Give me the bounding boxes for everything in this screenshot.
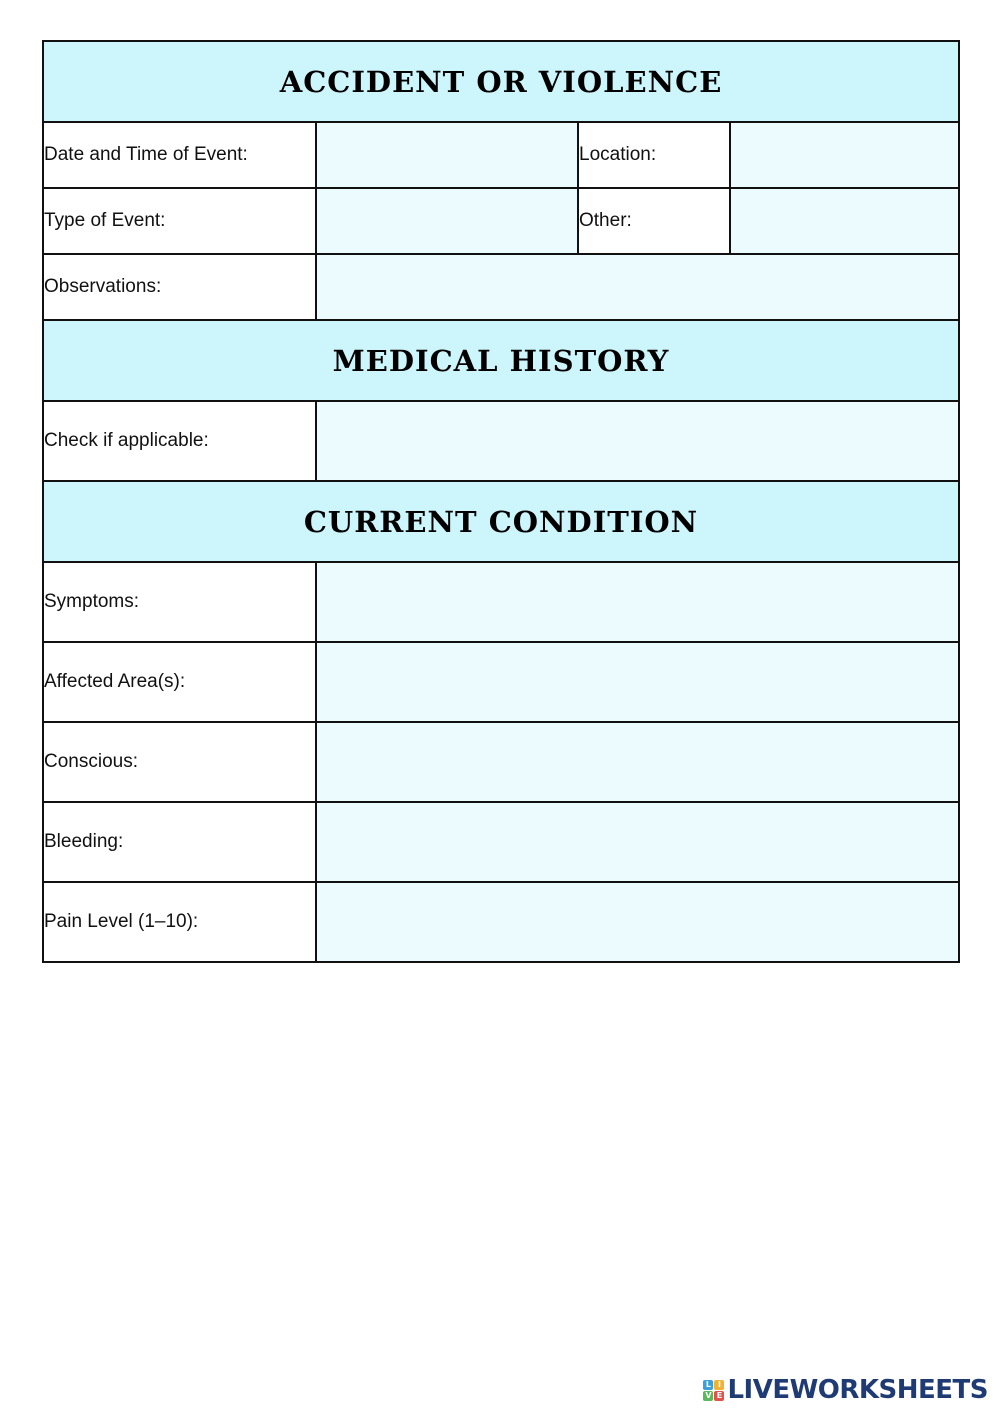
check-applicable-label: Check if applicable: bbox=[43, 401, 316, 481]
section-title: ACCIDENT OR VIOLENCE bbox=[279, 64, 723, 99]
brand-wordmark: LIVEWORKSHEETS bbox=[727, 1375, 988, 1405]
date-time-field[interactable] bbox=[316, 122, 578, 188]
location-label: Location: bbox=[578, 122, 730, 188]
logo-letter-v: V bbox=[705, 1390, 712, 1400]
bleeding-label: Bleeding: bbox=[43, 802, 316, 882]
date-time-label: Date and Time of Event: bbox=[43, 122, 316, 188]
observations-field[interactable] bbox=[316, 254, 959, 320]
logo-letter-e: E bbox=[714, 1391, 724, 1401]
pain-level-field[interactable] bbox=[316, 882, 959, 962]
symptoms-label: Symptoms: bbox=[43, 562, 316, 642]
location-field[interactable] bbox=[730, 122, 959, 188]
conscious-label: Conscious: bbox=[43, 722, 316, 802]
pain-level-label: Pain Level (1–10): bbox=[43, 882, 316, 962]
event-type-field[interactable] bbox=[316, 188, 578, 254]
logo-letter-i: I bbox=[714, 1380, 724, 1390]
event-type-label: Type of Event: bbox=[43, 188, 316, 254]
accident-report-form bbox=[42, 40, 960, 963]
section-current-condition-header bbox=[43, 481, 959, 562]
logo-letter-l: L bbox=[703, 1380, 713, 1390]
liveworksheets-logo-icon bbox=[703, 1380, 724, 1401]
conscious-field[interactable] bbox=[316, 722, 959, 802]
other-label: Other: bbox=[578, 188, 730, 254]
affected-areas-field[interactable] bbox=[316, 642, 959, 722]
section-title: CURRENT CONDITION bbox=[303, 504, 699, 539]
symptoms-field[interactable] bbox=[316, 562, 959, 642]
bleeding-field[interactable] bbox=[316, 802, 959, 882]
section-title: MEDICAL HISTORY bbox=[332, 343, 670, 378]
check-applicable-field[interactable] bbox=[316, 401, 959, 481]
section-accident-header bbox=[43, 41, 959, 122]
other-field[interactable] bbox=[730, 188, 959, 254]
affected-areas-label: Affected Area(s): bbox=[43, 642, 316, 722]
section-medical-history-header bbox=[43, 320, 959, 401]
observations-label: Observations: bbox=[43, 254, 316, 320]
liveworksheets-brand bbox=[703, 1374, 988, 1406]
